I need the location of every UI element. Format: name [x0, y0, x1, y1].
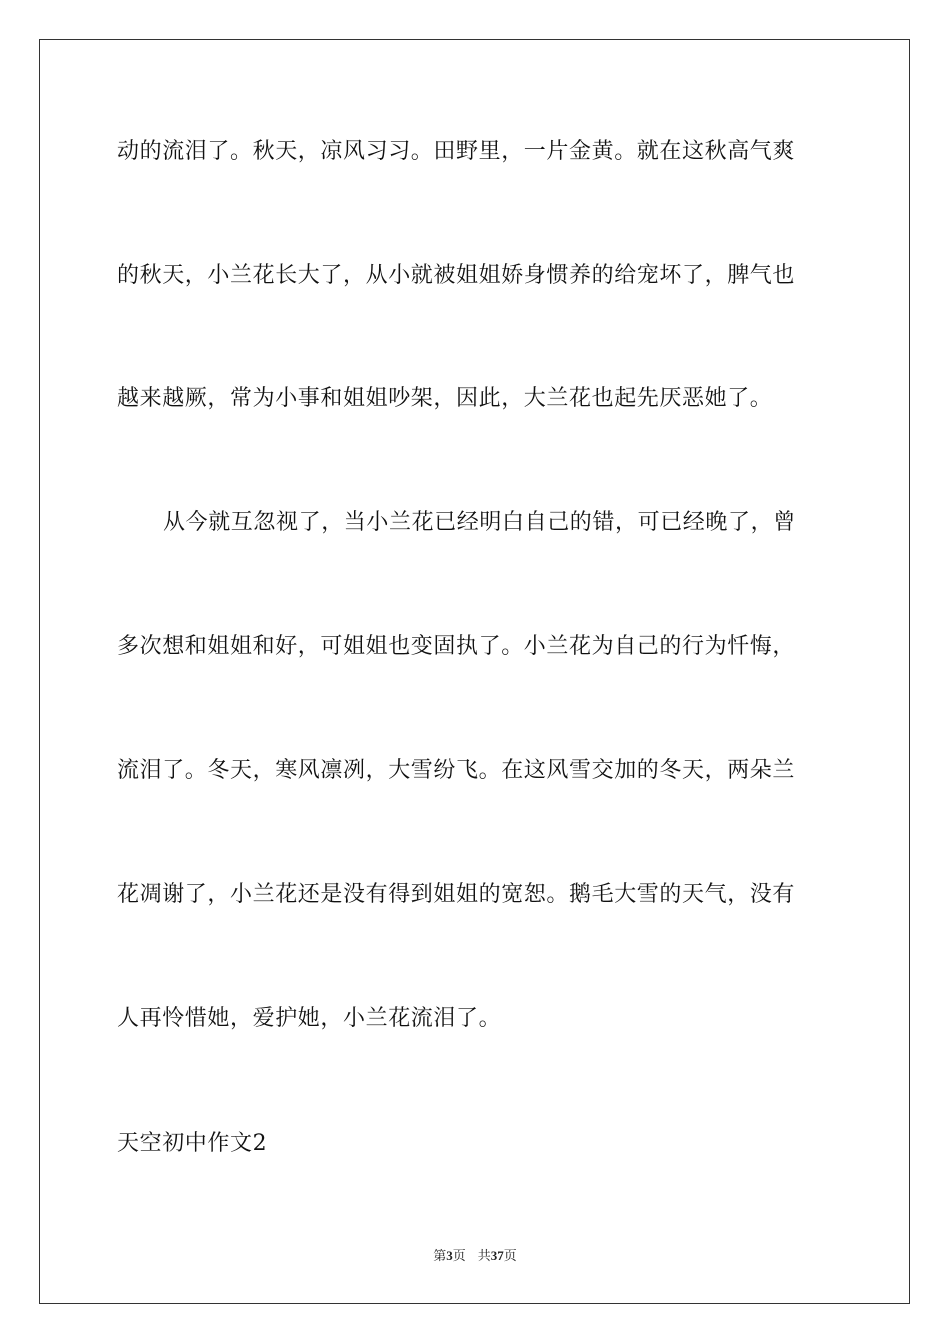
- body-text-line: 花凋谢了，小兰花还是没有得到姐姐的宽恕。鹅毛大雪的天气，没有: [117, 882, 796, 907]
- body-text-line: 越来越厥，常为小事和姐姐吵架，因此，大兰花也起先厌恶她了。: [117, 386, 773, 411]
- total-prefix: 共: [477, 1248, 491, 1263]
- page-footer: [0, 1247, 950, 1265]
- total-suffix: 页: [503, 1248, 517, 1263]
- total-pages: 37: [490, 1248, 504, 1263]
- page-prefix: 第: [433, 1248, 447, 1263]
- body-text-line: 人再怜惜她，爱护她，小兰花流泪了。: [117, 1006, 502, 1031]
- body-text-line: 动的流泪了。秋天，凉风习习。田野里，一片金黄。就在这秋高气爽: [117, 139, 796, 164]
- section-title: 天空初中作文2: [117, 1131, 268, 1156]
- body-text-line: 流泪了。冬天，寒风凛冽，大雪纷飞。在这风雪交加的冬天，两朵兰: [117, 758, 796, 783]
- body-text-line: 多次想和姐姐和好，可姐姐也变固执了。小兰花为自己的行为忏悔，: [117, 634, 796, 659]
- page-number: 3: [446, 1248, 453, 1263]
- page-suffix: 页: [452, 1248, 466, 1263]
- page-border: [39, 39, 910, 1304]
- body-text-line: 的秋天，小兰花长大了，从小就被姐姐娇身惯养的给宠坏了，脾气也: [117, 263, 796, 288]
- body-text-line-indented: 从今就互忽视了，当小兰花已经明白自己的错，可已经晚了，曾: [163, 510, 796, 535]
